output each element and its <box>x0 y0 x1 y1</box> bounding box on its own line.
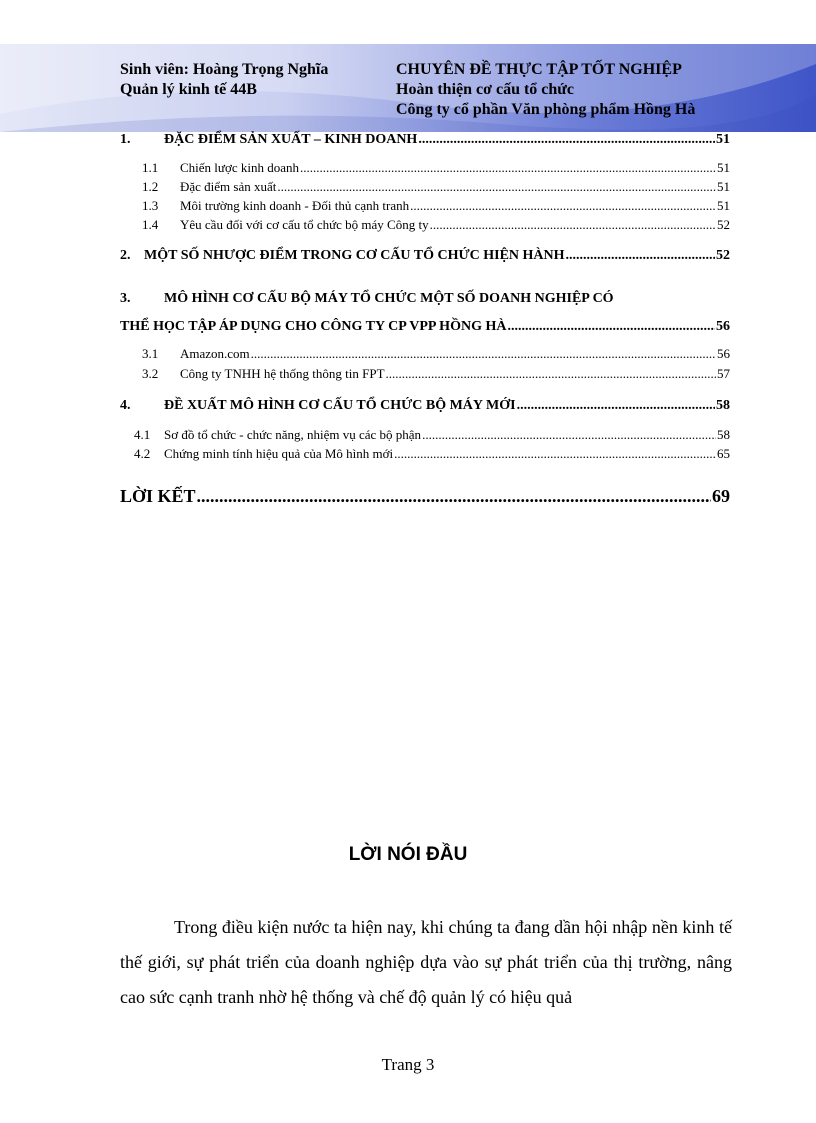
toc-page: 56 <box>717 346 730 361</box>
header-left <box>120 60 328 100</box>
toc-entry-1-2[interactable]: 1.2 Đặc điểm sản xuất ..... 51 <box>120 179 730 195</box>
student-name: Sinh viên: Hoàng Trọng Nghĩa <box>120 61 329 78</box>
toc-page: 51 <box>717 179 730 194</box>
toc-page: 58 <box>717 427 730 442</box>
toc-page: 56 <box>716 319 730 334</box>
toc-entry-1-4[interactable]: 1.4 Yêu cầu đối với cơ cấu tổ chức bộ máy Công ty ..... 52 <box>120 217 730 233</box>
toc-entry-1-3[interactable]: 1.3 Môi trường kinh doanh - Đối thủ cạnh tranh ..... 51 <box>120 198 730 214</box>
toc-entry-4-2[interactable]: 4.2 Chứng minh tính hiệu quả của Mô hình mới ..... 65 <box>120 446 730 462</box>
company-name: Công ty cổ phần Văn phòng phẩm Hồng Hà <box>396 101 696 118</box>
toc-page: 52 <box>716 248 730 263</box>
intro-body <box>120 910 732 1015</box>
toc-page: 57 <box>717 366 730 381</box>
toc-entry-4[interactable]: 4. ĐỀ XUẤT MÔ HÌNH CƠ CẤU TỔ CHỨC BỘ MÁY MỚI ..... 58 <box>120 398 730 414</box>
toc-entry-2[interactable]: 2. MỘT SỐ NHƯỢC ĐIỂM TRONG CƠ CẤU TỔ CHỨC HIỆN HÀNH ..... 52 <box>120 248 730 264</box>
toc-page: 65 <box>717 446 730 461</box>
intro-paragraph: Trong điều kiện nước ta hiện nay, khi chúng ta đang dần hội nhập nền kinh tế thế giới, sự phát triển của doanh nghiệp dựa vào sự phát triển của thị trường, nâng cao sức cạnh tranh nhờ hệ thống và chế độ quản lý có hiệu quả <box>120 917 732 1007</box>
report-topic: CHUYÊN ĐỀ THỰC TẬP TỐT NGHIỆP <box>396 61 682 78</box>
intro-title: LỜI NÓI ĐẦU <box>348 844 468 865</box>
toc-entry-1-1[interactable]: 1.1 Chiến lược kinh doanh ..... 51 <box>120 160 730 176</box>
toc-entry-3-2[interactable]: 3.2 Công ty TNHH hệ thống thông tin FPT ..... 57 <box>120 366 730 382</box>
toc-page: 51 <box>717 160 730 175</box>
toc-page: 58 <box>716 398 730 413</box>
toc-entry-4-1[interactable]: 4.1 Sơ đồ tổ chức - chức năng, nhiệm vụ các bộ phận ..... 58 <box>120 427 730 443</box>
toc-page: 51 <box>716 132 730 147</box>
toc-entry-conclusion[interactable]: LỜI KẾT ..... 69 <box>120 486 730 507</box>
toc-page: 69 <box>712 486 730 506</box>
header-right <box>396 60 695 120</box>
toc-entry-1[interactable]: 1. ĐẶC ĐIỂM SẢN XUẤT – KINH DOANH ..... 51 <box>120 132 730 148</box>
page-number: Trang 3 <box>381 1055 435 1074</box>
toc-entry-3-1[interactable]: 3.1 Amazon.com ..... 56 <box>120 346 730 362</box>
toc-entry-3-line1[interactable]: 3. MÔ HÌNH CƠ CẤU BỘ MÁY TỔ CHỨC MỘT SỐ DOANH NGHIỆP CÓ <box>120 291 614 306</box>
report-subject: Hoàn thiện cơ cấu tổ chức <box>396 81 575 98</box>
toc-page: 52 <box>717 217 730 232</box>
toc-entry-3-line2[interactable]: THỂ HỌC TẬP ÁP DỤNG CHO CÔNG TY CP VPP HỒNG HÀ ..... 56 <box>120 319 730 335</box>
toc-page: 51 <box>717 198 730 213</box>
student-class: Quản lý kinh tế 44B <box>120 81 257 98</box>
